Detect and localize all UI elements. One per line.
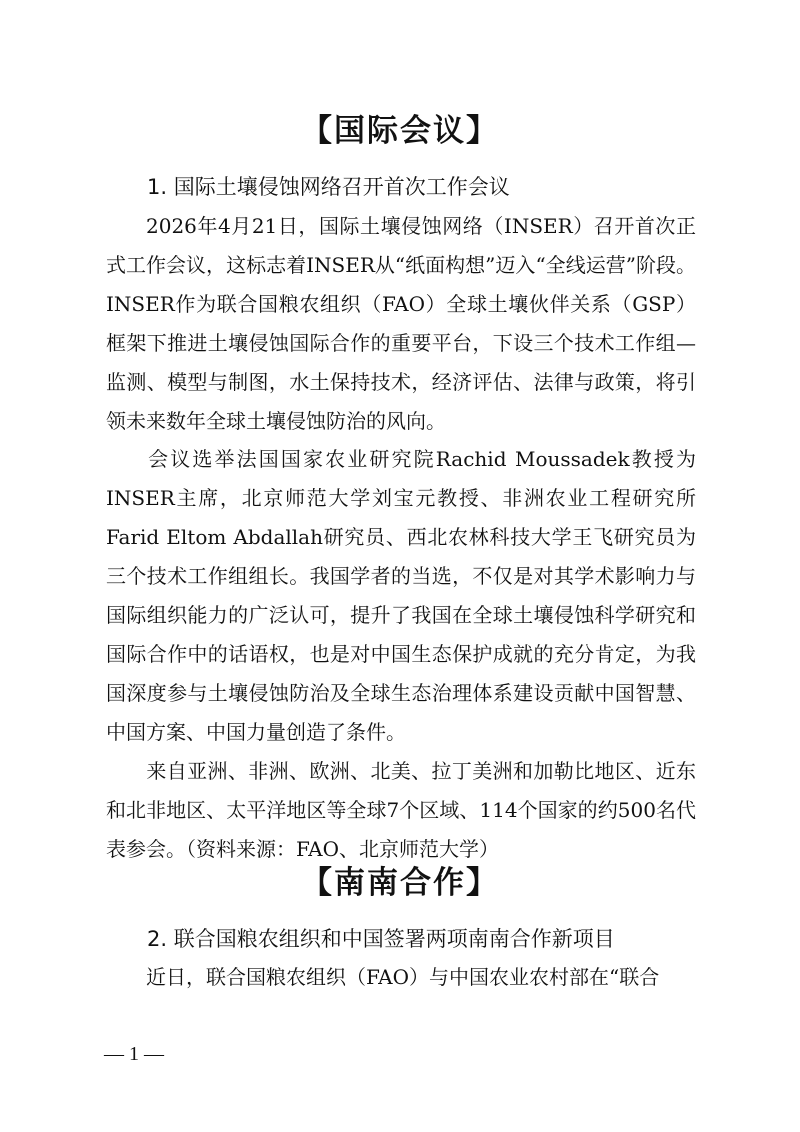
- section-heading-south-south: 【南南合作】: [301, 865, 499, 901]
- article-title-inser-meeting: 1. 国际土壤侵蚀网络召开首次工作会议: [147, 175, 510, 199]
- section-heading-international-conference: 【国际会议】: [301, 113, 499, 149]
- paragraph-inser-election: [106, 440, 696, 752]
- paragraph-fao-china: [106, 958, 696, 997]
- paragraph-inser-attendance: [106, 752, 696, 869]
- paragraph-text: 2026年4月21日，国际土壤侵蚀网络（INSER）召开首次正式工作会议，这标志着INSER从“纸面构想”迈入“全线运营”阶段。INSER作为联合国粮农组织（FAO）全球土壤伙伴关系（GSP）框架下推进土壤侵蚀国际合作的重要平台，下设三个技术工作组—监测、模型与制图，水土保持技术，经济评估、法律与政策，将引领未来数年全球土壤侵蚀防治的风向。: [106, 214, 696, 433]
- paragraph-text: 近日，联合国粮农组织（FAO）与中国农业农村部在“联合: [146, 965, 660, 989]
- page-number: — 1 —: [104, 1043, 164, 1065]
- article-title-fao-china-projects: 2. 联合国粮农组织和中国签署两项南南合作新项目: [147, 927, 615, 951]
- paragraph-text: 会议选举法国国家农业研究院Rachid Moussadek教授为INSER主席，北京师范大学刘宝元教授、非洲农业工程研究所Farid Eltom Abdallah研究员、西北农林科技大学王飞研究员为三个技术工作组组长。我国学者的当选，不仅是对其学术影响力与国际组织能力的广泛认可，提升了我国在全球土壤侵蚀科学研究和国际合作中的话语权，也是对中国生态保护成就的充分肯定，为我国深度参与土壤侵蚀防治及全球生态治理体系建设贡献中国智慧、中国方案、中国力量创造了条件。: [106, 447, 696, 744]
- paragraph-inser-intro: [106, 207, 696, 441]
- paragraph-text: 来自亚洲、非洲、欧洲、北美、拉丁美洲和加勒比地区、近东和北非地区、太平洋地区等全球7个区域、114个国家的约500名代表参会。（资料来源：FAO、北京师范大学）: [106, 759, 696, 861]
